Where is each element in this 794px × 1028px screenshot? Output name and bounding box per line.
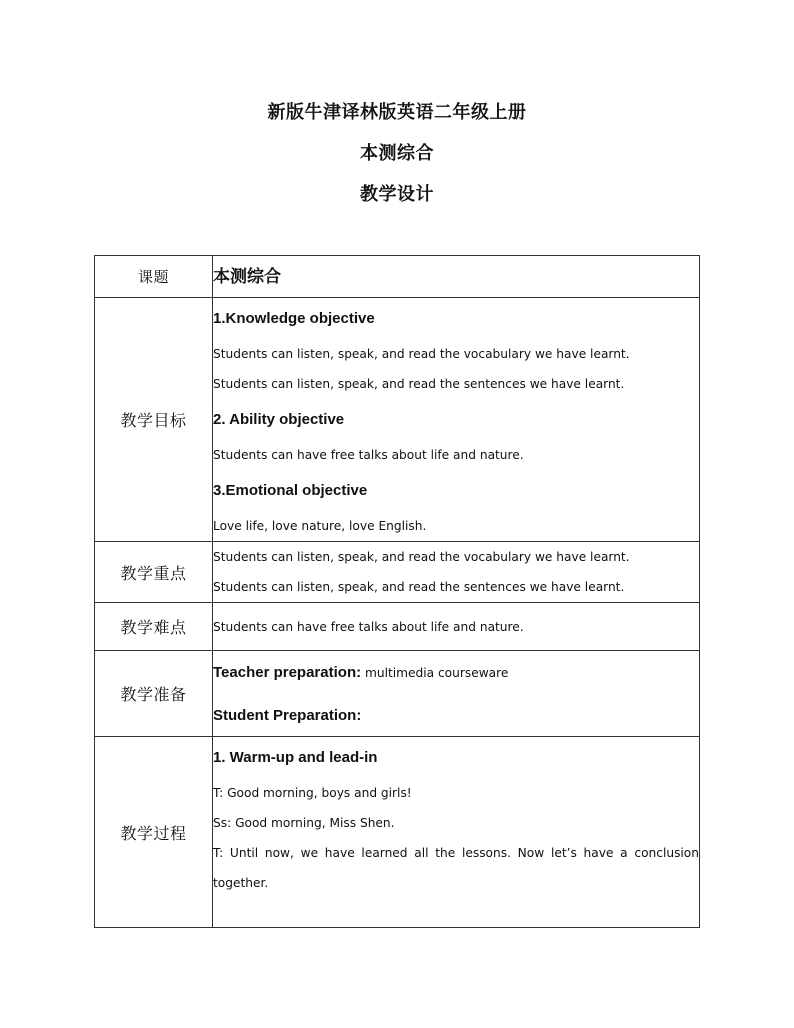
teacher-preparation-line [213, 651, 699, 694]
row-key-points [95, 542, 700, 603]
preparation-cell [213, 651, 700, 737]
row-difficult-points [95, 603, 700, 651]
key-points-cell [213, 542, 700, 603]
lesson-plan-table [94, 255, 700, 928]
key-points-label: 教学重点 [95, 542, 213, 603]
teacher-preparation-label: Teacher preparation: [213, 664, 362, 681]
document-title: 新版牛津译林版英语二年级上册 [267, 102, 527, 123]
emotional-objective-heading: 3.Emotional objective [213, 482, 368, 499]
knowledge-objective-line: Students can listen, speak, and read the sentences we have learnt. [213, 377, 625, 391]
row-preparation [95, 651, 700, 737]
process-cell [213, 737, 700, 928]
row-topic [95, 256, 700, 298]
dialogue-line: Ss: Good morning, Miss Shen. [213, 816, 395, 830]
dialogue-line: T: Good morning, boys and girls! [213, 786, 412, 800]
ability-objective-line: Students can have free talks about life and nature. [213, 448, 524, 462]
difficult-points-cell [213, 603, 700, 651]
ability-objective-heading: 2. Ability objective [213, 411, 345, 428]
topic-cell [213, 256, 700, 298]
row-process [95, 737, 700, 928]
teacher-preparation-value: multimedia courseware [361, 666, 509, 680]
difficult-points-label: 教学难点 [95, 603, 213, 651]
objectives-cell [213, 298, 700, 542]
emotional-objective-line: Love life, love nature, love English. [213, 519, 427, 533]
knowledge-objective-heading: 1.Knowledge objective [213, 310, 375, 327]
key-point-line: Students can listen, speak, and read the vocabulary we have learnt. [213, 550, 630, 564]
student-preparation-label: Student Preparation: [213, 707, 362, 724]
key-point-line: Students can listen, speak, and read the sentences we have learnt. [213, 580, 625, 594]
warm-up-heading: 1. Warm-up and lead-in [213, 749, 378, 766]
topic-value: 本测综合 [213, 266, 281, 287]
difficult-point-line: Students can have free talks about life and nature. [213, 619, 524, 634]
dialogue-line: T: Until now, we have learned all the lessons. Now let’s have a conclusion together. [213, 846, 699, 890]
topic-label: 课题 [95, 256, 213, 298]
document-type-title: 教学设计 [360, 184, 434, 205]
student-preparation-line [213, 694, 699, 736]
document-titles [0, 101, 794, 224]
preparation-label: 教学准备 [95, 651, 213, 737]
objectives-label: 教学目标 [95, 298, 213, 542]
row-objectives [95, 298, 700, 542]
knowledge-objective-line: Students can listen, speak, and read the vocabulary we have learnt. [213, 347, 630, 361]
process-label: 教学过程 [95, 737, 213, 928]
document-subtitle: 本测综合 [360, 143, 434, 164]
